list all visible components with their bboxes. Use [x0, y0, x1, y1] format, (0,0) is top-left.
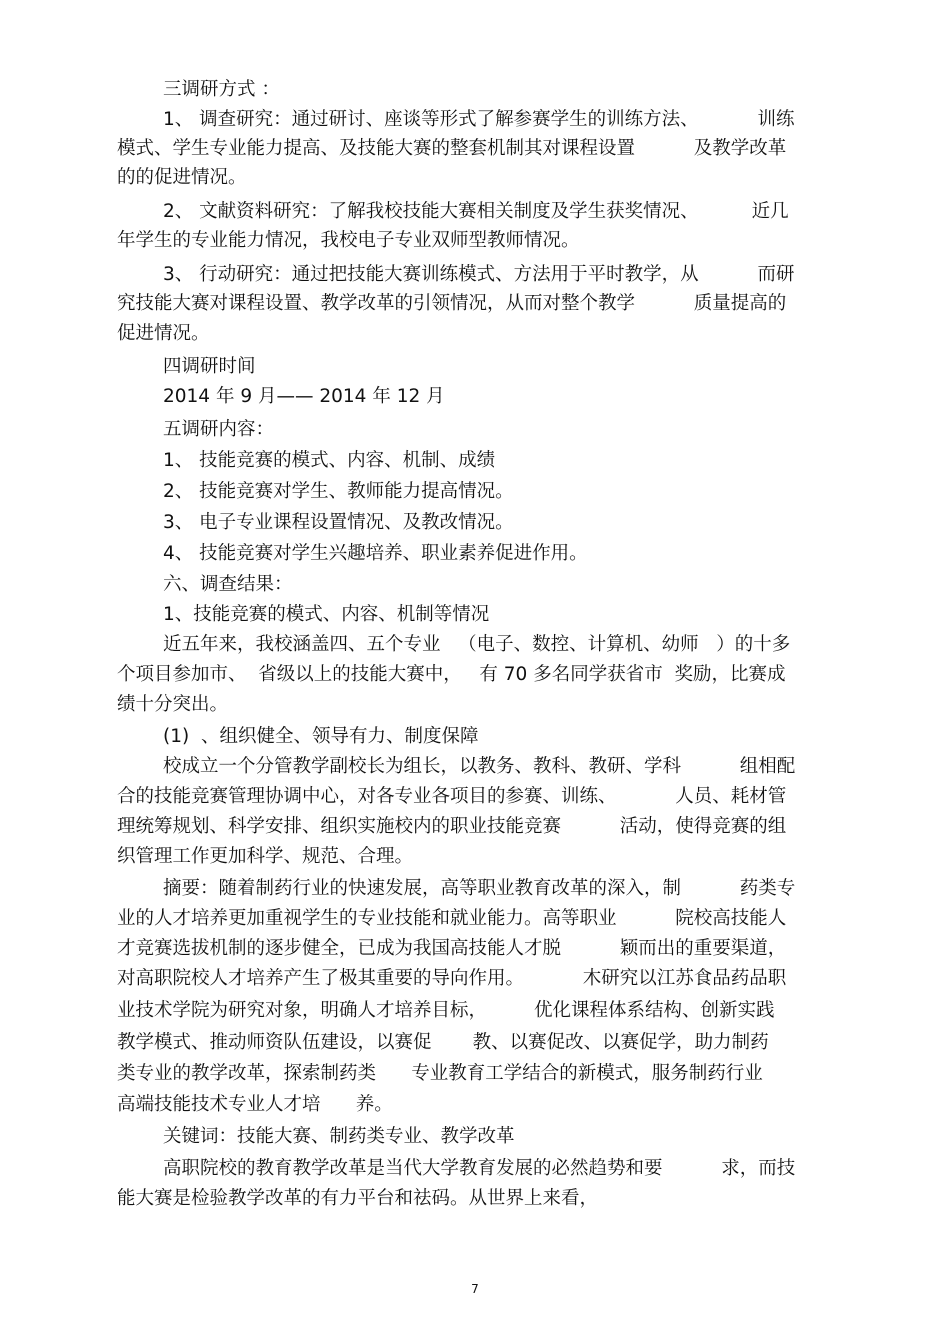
- text-line: 1、 调查研究：通过研讨、座谈等形式了解参赛学生的训练方法、 训练: [163, 109, 795, 130]
- text-line: 模式、学生专业能力提高、及技能大赛的整套机制其对课程设置 及教学改革: [117, 138, 787, 159]
- abstract-line: 才竞赛选拔机制的逐步健全，已成为我国高技能人才脱 颖而出的重要渠道，: [117, 938, 787, 959]
- text-line: 近五年来，我校涵盖四、五个专业 （电子、数控、计算机、幼师 ）的十多: [163, 634, 791, 655]
- subsection-heading: 1、技能竞赛的模式、内容、机制等情况: [163, 604, 490, 625]
- text-line: 年学生的专业能力情况，我校电子专业双师型教师情况。: [117, 230, 580, 251]
- section-heading: 四调研时间: [163, 356, 256, 377]
- abstract-line: 教学模式、推动师资队伍建设，以赛促 教、以赛促改、以赛促学，助力制药: [117, 1032, 769, 1053]
- text-line: 校成立一个分管教学副校长为组长，以教务、教科、教研、学科 组相配: [163, 756, 796, 777]
- text-line: 理统筹规划、科学安排、组织实施校内的职业技能竞赛 活动，使得竞赛的组: [117, 816, 787, 837]
- list-item: 4、 技能竞赛对学生兴趣培养、职业素养促进作用。: [163, 543, 588, 564]
- section-heading: 五调研内容：: [163, 419, 275, 440]
- text-line: 能大赛是检验教学改革的有力平台和祛码。从世界上来看，: [117, 1188, 599, 1209]
- abstract-line: 类专业的教学改革，探索制药类 专业教育工学结合的新模式，服务制药行业: [117, 1063, 763, 1084]
- text-line: 的的促进情况。: [117, 167, 247, 188]
- abstract-line: 业技术学院为研究对象，明确人才培养目标， 优化课程体系结构、创新实践: [117, 1000, 775, 1021]
- text-line: 合的技能竞赛管理协调中心，对各专业各项目的参赛、训练、 人员、耗材管: [117, 786, 787, 807]
- text-line: 高职院校的教育教学改革是当代大学教育发展的必然趋势和要 求，而技: [163, 1158, 796, 1179]
- abstract-line: 摘要：随着制药行业的快速发展，高等职业教育改革的深入，制 药类专: [163, 878, 796, 899]
- text-line: 个项目参加市、 省级以上的技能大赛中， 有 70 多名同学获省市 奖励，比赛成: [117, 664, 786, 685]
- list-item: 3、 电子专业课程设置情况、及教改情况。: [163, 512, 514, 533]
- text-line: 2、 文献资料研究：了解我校技能大赛相关制度及学生获奖情况、 近几: [163, 201, 789, 222]
- text-line: 织管理工作更加科学、规范、合理。: [117, 846, 414, 867]
- text-line: 3、 行动研究：通过把技能大赛训练模式、方法用于平时教学，从 而研: [163, 264, 795, 285]
- subsection-heading: (1) 、组织健全、领导有力、制度保障: [163, 726, 479, 747]
- list-item: 2、 技能竞赛对学生、教师能力提高情况。: [163, 481, 514, 502]
- section-heading: 六、调查结果：: [163, 574, 293, 595]
- text-line: 究技能大赛对课程设置、教学改革的引领情况，从而对整个教学 质量提高的: [117, 293, 787, 314]
- abstract-line: 业的人才培养更加重视学生的专业技能和就业能力。高等职业 院校高技能人: [117, 908, 787, 929]
- text-line: 促进情况。: [117, 323, 210, 344]
- abstract-line: 高端技能技术专业人才培 养。: [117, 1094, 393, 1115]
- text-line: 绩十分突出。: [117, 694, 229, 715]
- abstract-line: 对高职院校人才培养产生了极其重要的导向作用。 木研究以江苏食品药品职: [117, 968, 787, 989]
- list-item: 1、 技能竞赛的模式、内容、机制、成绩: [163, 450, 496, 471]
- keywords-line: 关键词：技能大赛、制药类专业、教学改革: [163, 1126, 515, 1147]
- page-number: 7: [471, 1282, 479, 1296]
- text-line: 三调研方式 ：: [163, 79, 280, 100]
- text-line: 2014 年 9 月—— 2014 年 12 月: [163, 386, 445, 407]
